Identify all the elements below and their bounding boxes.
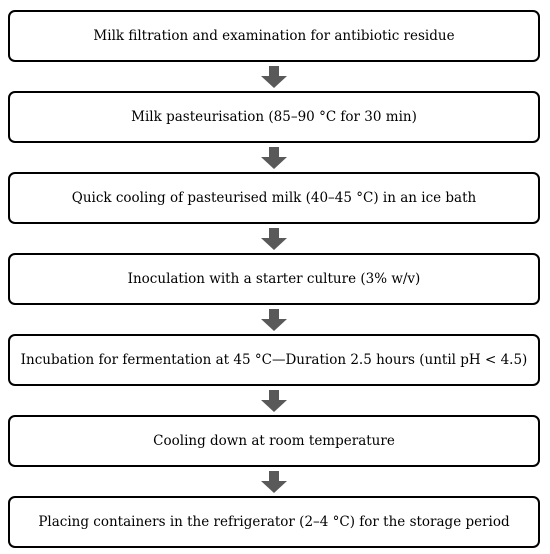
down-arrow-icon <box>8 386 540 415</box>
step-pasteurisation <box>8 91 540 143</box>
step-refrigeration <box>8 496 540 548</box>
down-arrow-icon <box>8 467 540 496</box>
step-label: Milk filtration and examination for antibiotic residue <box>93 28 455 44</box>
step-label: Cooling down at room temperature <box>153 433 395 449</box>
step-filtration <box>8 10 540 62</box>
step-label: Quick cooling of pasteurised milk (40–45 °C) in an ice bath <box>71 190 477 206</box>
down-arrow-icon <box>8 143 540 172</box>
down-arrow-icon <box>8 224 540 253</box>
step-incubation <box>8 334 540 386</box>
step-label: Incubation for fermentation at 45 °C—Duration 2.5 hours (until pH < 4.5) <box>20 352 528 368</box>
down-arrow-icon <box>8 62 540 91</box>
step-quick-cooling <box>8 172 540 224</box>
step-inoculation <box>8 253 540 305</box>
step-label: Milk pasteurisation (85–90 °C for 30 min) <box>131 109 417 125</box>
step-room-cooling <box>8 415 540 467</box>
step-label: Inoculation with a starter culture (3% w/v) <box>127 271 421 287</box>
step-label: Placing containers in the refrigerator (2–4 °C) for the storage period <box>38 514 510 530</box>
down-arrow-icon <box>8 305 540 334</box>
process-flowchart <box>8 10 540 548</box>
